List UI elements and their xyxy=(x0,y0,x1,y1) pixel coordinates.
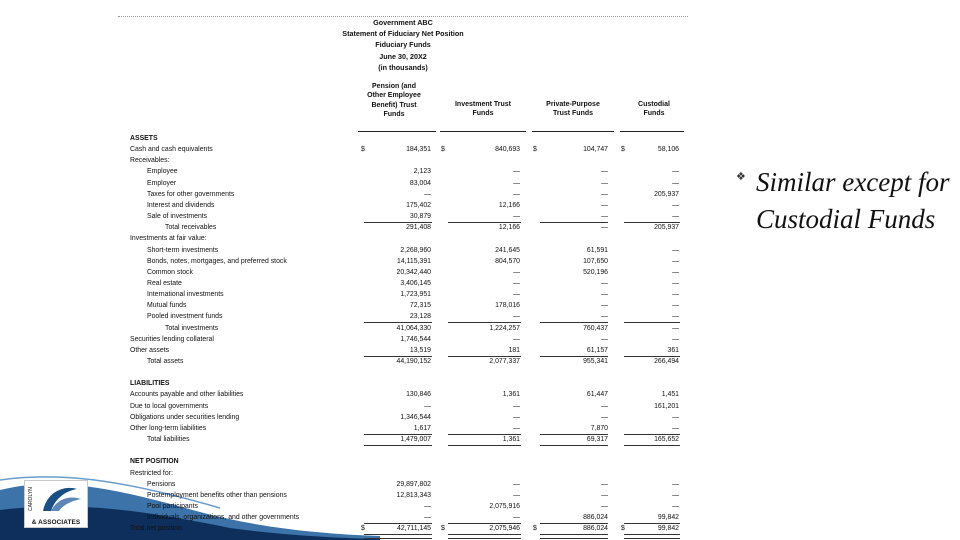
statement-row xyxy=(118,179,688,189)
statement-row xyxy=(118,402,688,412)
row-value: — xyxy=(513,313,520,321)
statement-row xyxy=(118,469,688,479)
row-value: — xyxy=(672,480,679,488)
statement-row xyxy=(118,491,688,501)
row-value: 361 xyxy=(667,346,679,354)
heading-fund-type: Fiduciary Funds xyxy=(375,40,431,50)
row-value: 7,870 xyxy=(590,424,608,432)
row-value: — xyxy=(672,491,679,499)
row-label: Pool participants xyxy=(147,502,198,510)
statement-row xyxy=(118,324,688,334)
row-label: Pooled investment funds xyxy=(147,313,223,321)
row-value: — xyxy=(672,257,679,265)
dollar-sign: $ xyxy=(441,525,445,533)
heading-date: June 30, 20X2 xyxy=(379,51,427,61)
double-underline xyxy=(364,534,432,539)
row-value: — xyxy=(601,291,608,299)
statement-row xyxy=(118,234,688,244)
row-value: 1,361 xyxy=(502,391,520,399)
row-value: 42,711,145 xyxy=(397,525,431,533)
row-value: 1,723,951 xyxy=(400,291,431,299)
column-header-pension: Pension (and Other Employee Benefit) Trust Funds xyxy=(367,83,421,119)
dollar-sign: $ xyxy=(621,146,625,154)
row-label: Cash and cash equivalents xyxy=(130,146,213,154)
logo-mark-icon xyxy=(25,481,87,517)
row-value: 1,451 xyxy=(661,391,679,399)
statement-row xyxy=(118,446,688,456)
row-value: — xyxy=(513,402,520,410)
row-value: 2,075,916 xyxy=(489,502,520,510)
row-value: — xyxy=(424,402,431,410)
statement-row xyxy=(118,156,688,166)
statement-row xyxy=(118,134,688,144)
row-value: — xyxy=(513,179,520,187)
row-value: 69,317 xyxy=(586,436,608,444)
row-value: — xyxy=(672,213,679,221)
row-label: Employer xyxy=(147,179,177,187)
statement-row xyxy=(118,279,688,289)
row-value: 12,813,343 xyxy=(396,491,431,499)
row-value: 130,846 xyxy=(406,391,431,399)
row-value: 291,408 xyxy=(406,224,431,232)
company-logo xyxy=(24,480,88,528)
row-value: 181 xyxy=(508,346,520,354)
row-value: 955,341 xyxy=(583,358,608,365)
row-value: 266,494 xyxy=(654,358,679,365)
row-value: 44,190,152 xyxy=(396,358,431,365)
statement-row xyxy=(118,480,688,490)
statement-row xyxy=(118,524,688,534)
row-value: 58,106 xyxy=(657,146,679,154)
statement-row xyxy=(118,145,688,155)
row-value: — xyxy=(424,502,431,510)
double-underline xyxy=(540,534,608,539)
statement-row xyxy=(118,502,688,512)
dollar-sign: $ xyxy=(361,146,365,154)
dollar-sign: $ xyxy=(533,146,537,154)
statement-row xyxy=(118,290,688,300)
heading-government: Government ABC xyxy=(373,18,433,27)
row-value: 165,652 xyxy=(654,436,679,444)
row-label: Total liabilities xyxy=(147,436,190,444)
row-value: 1,617 xyxy=(413,424,431,432)
row-value: 184,351 xyxy=(406,146,431,154)
row-label: Sale of investments xyxy=(147,213,208,221)
statement-row xyxy=(118,246,688,256)
row-value: 12,166 xyxy=(498,224,520,232)
row-value: — xyxy=(672,424,679,432)
double-underline xyxy=(448,534,521,539)
dollar-sign: $ xyxy=(533,525,537,533)
row-label: ASSETS xyxy=(130,135,158,142)
row-value: 20,342,440 xyxy=(396,268,431,276)
row-label: Employee xyxy=(147,168,178,176)
row-value: 2,075,946 xyxy=(489,525,520,533)
row-value: — xyxy=(513,291,520,299)
row-value: — xyxy=(424,190,431,198)
row-value: 14,115,391 xyxy=(397,257,431,265)
statement-row xyxy=(118,435,688,445)
statement-row xyxy=(118,357,688,367)
row-value: — xyxy=(601,413,608,421)
row-label: Common stock xyxy=(147,268,193,276)
row-value: — xyxy=(672,502,679,510)
header-underline xyxy=(532,131,614,132)
row-value: — xyxy=(601,402,608,410)
statement-row xyxy=(118,223,688,233)
row-value: 1,746,544 xyxy=(400,335,431,343)
row-value: 12,166 xyxy=(498,201,520,209)
row-value: — xyxy=(601,224,608,232)
row-value: — xyxy=(513,480,520,488)
row-value: — xyxy=(672,268,679,276)
row-value: 760,437 xyxy=(583,324,608,332)
statement-row xyxy=(118,190,688,200)
logo-side-text: CAROLYN xyxy=(28,487,34,511)
row-value: — xyxy=(601,480,608,488)
row-value: — xyxy=(513,424,520,432)
row-value: 61,591 xyxy=(586,246,608,254)
row-value: 83,004 xyxy=(409,179,431,187)
row-label: Investments at fair value: xyxy=(130,235,207,243)
double-underline xyxy=(624,534,680,539)
row-value: — xyxy=(672,168,679,176)
row-value: — xyxy=(513,514,520,522)
row-label: Taxes for other governments xyxy=(147,190,235,198)
row-label: Receivables: xyxy=(130,157,170,165)
row-label: Total receivables xyxy=(165,224,217,232)
row-value: 61,447 xyxy=(586,391,608,399)
row-value: 804,570 xyxy=(495,257,520,265)
statement-row xyxy=(118,424,688,434)
row-value: 178,016 xyxy=(495,302,520,310)
row-value: — xyxy=(672,413,679,421)
row-value: — xyxy=(601,279,608,287)
column-header-custodial: Custodial Funds xyxy=(638,101,670,118)
statement-row xyxy=(118,368,688,378)
row-value: — xyxy=(513,190,520,198)
row-value: — xyxy=(513,268,520,276)
row-label: Other long-term liabilities xyxy=(130,424,207,432)
row-label: Securities lending collateral xyxy=(130,335,214,343)
statement-row xyxy=(118,390,688,400)
diamond-bullet-icon: ❖ xyxy=(736,171,746,183)
row-value: — xyxy=(513,491,520,499)
heading-statement-title: Statement of Fiduciary Net Position xyxy=(342,29,464,39)
row-label: LIABILITIES xyxy=(130,380,170,388)
row-label: Obligations under securities lending xyxy=(130,413,240,421)
row-value: — xyxy=(601,302,608,310)
row-value: 1,479,007 xyxy=(400,436,431,444)
row-value: 175,402 xyxy=(406,201,431,209)
row-value: — xyxy=(672,246,679,254)
logo-text: & ASSOCIATES xyxy=(31,519,81,526)
row-label: Individuals, organizations, and other governments xyxy=(147,514,300,522)
row-label: Restricted for: xyxy=(130,469,173,477)
row-value: 840,693 xyxy=(495,146,520,154)
dollar-sign: $ xyxy=(441,146,445,154)
dollar-sign: $ xyxy=(621,525,625,533)
row-value: 61,157 xyxy=(586,346,608,354)
row-value: 1,346,544 xyxy=(400,413,431,421)
dollar-sign: $ xyxy=(361,525,365,533)
row-value: — xyxy=(513,168,520,176)
statement-row xyxy=(118,312,688,322)
row-value: — xyxy=(601,502,608,510)
row-value: 2,123 xyxy=(413,168,431,176)
header-underline xyxy=(440,131,526,132)
row-value: — xyxy=(601,335,608,343)
row-value: — xyxy=(672,279,679,287)
header-underline xyxy=(620,131,684,132)
statement-row xyxy=(118,513,688,523)
statement-row xyxy=(118,335,688,345)
row-label: Other assets xyxy=(130,346,170,354)
statement-row xyxy=(118,346,688,356)
heading-units: (in thousands) xyxy=(378,62,428,72)
row-label: Total investments xyxy=(165,324,219,332)
row-value: 72,315 xyxy=(409,302,431,310)
row-value: 205,937 xyxy=(654,190,679,198)
row-value: — xyxy=(672,313,679,321)
fiduciary-statement xyxy=(118,14,690,533)
row-value: — xyxy=(601,313,608,321)
row-value: — xyxy=(601,213,608,221)
row-value: 886,024 xyxy=(583,514,608,522)
row-value: 107,650 xyxy=(583,257,608,265)
row-label: Due to local governments xyxy=(130,402,209,410)
statement-row xyxy=(118,201,688,211)
row-value: 30,879 xyxy=(409,213,431,221)
row-value: 886,024 xyxy=(583,525,608,533)
statement-row xyxy=(118,268,688,278)
statement-row xyxy=(118,167,688,177)
row-label: Bonds, notes, mortgages, and preferred stock xyxy=(147,257,287,265)
row-value: 520,196 xyxy=(583,268,608,276)
header-underline xyxy=(358,131,436,132)
row-value: — xyxy=(513,279,520,287)
row-label: NET POSITION xyxy=(130,458,179,466)
row-value: — xyxy=(601,179,608,187)
row-value: — xyxy=(672,324,679,332)
statement-row xyxy=(118,257,688,267)
statement-row xyxy=(118,212,688,222)
row-value: 205,937 xyxy=(654,224,679,232)
row-label: Postemployment benefits other than pensions xyxy=(147,491,287,499)
row-value: — xyxy=(424,514,431,522)
row-value: 2,077,337 xyxy=(489,358,520,365)
row-value: — xyxy=(513,213,520,221)
row-value: 99,842 xyxy=(657,514,679,522)
statement-heading xyxy=(268,17,538,73)
row-label: Mutual funds xyxy=(147,302,187,310)
row-value: 99,842 xyxy=(657,525,679,533)
column-header-investment-trust: Investment Trust Funds xyxy=(454,101,511,118)
row-label: International investments xyxy=(147,291,224,299)
row-value: 41,064,330 xyxy=(396,324,431,332)
row-value: — xyxy=(672,201,679,209)
row-value: 3,406,145 xyxy=(400,279,431,287)
row-label: Pensions xyxy=(147,480,176,488)
row-label: Accounts payable and other liabilities xyxy=(130,391,244,399)
row-value: — xyxy=(513,413,520,421)
row-value: 1,361 xyxy=(502,436,520,444)
row-value: 29,897,802 xyxy=(396,480,431,488)
row-label: Interest and dividends xyxy=(147,201,215,209)
row-value: — xyxy=(601,201,608,209)
row-value: 13,519 xyxy=(409,346,431,354)
row-label: Total assets xyxy=(147,358,184,365)
row-value: — xyxy=(672,302,679,310)
statement-row xyxy=(118,301,688,311)
row-value: — xyxy=(672,335,679,343)
row-label: Short-term investments xyxy=(147,246,219,254)
statement-row xyxy=(118,413,688,423)
row-value: — xyxy=(672,179,679,187)
row-label: Real estate xyxy=(147,279,182,287)
row-value: 104,747 xyxy=(583,146,608,154)
column-header-private-purpose: Private-Purpose Trust Funds xyxy=(546,101,600,118)
row-value: 161,201 xyxy=(654,402,679,410)
row-value: — xyxy=(513,335,520,343)
row-value: — xyxy=(672,291,679,299)
row-value: 23,128 xyxy=(409,313,431,321)
row-value: 2,268,960 xyxy=(400,246,431,254)
row-label: Total net position xyxy=(130,525,182,533)
statement-row xyxy=(118,457,688,467)
statement-row xyxy=(118,379,688,389)
row-value: — xyxy=(601,168,608,176)
row-value: — xyxy=(601,190,608,198)
row-value: 241,645 xyxy=(495,246,520,254)
row-value: — xyxy=(601,491,608,499)
bullet-text: Similar except for Custodial Funds xyxy=(756,167,950,234)
row-value: 1,224,257 xyxy=(489,324,520,332)
